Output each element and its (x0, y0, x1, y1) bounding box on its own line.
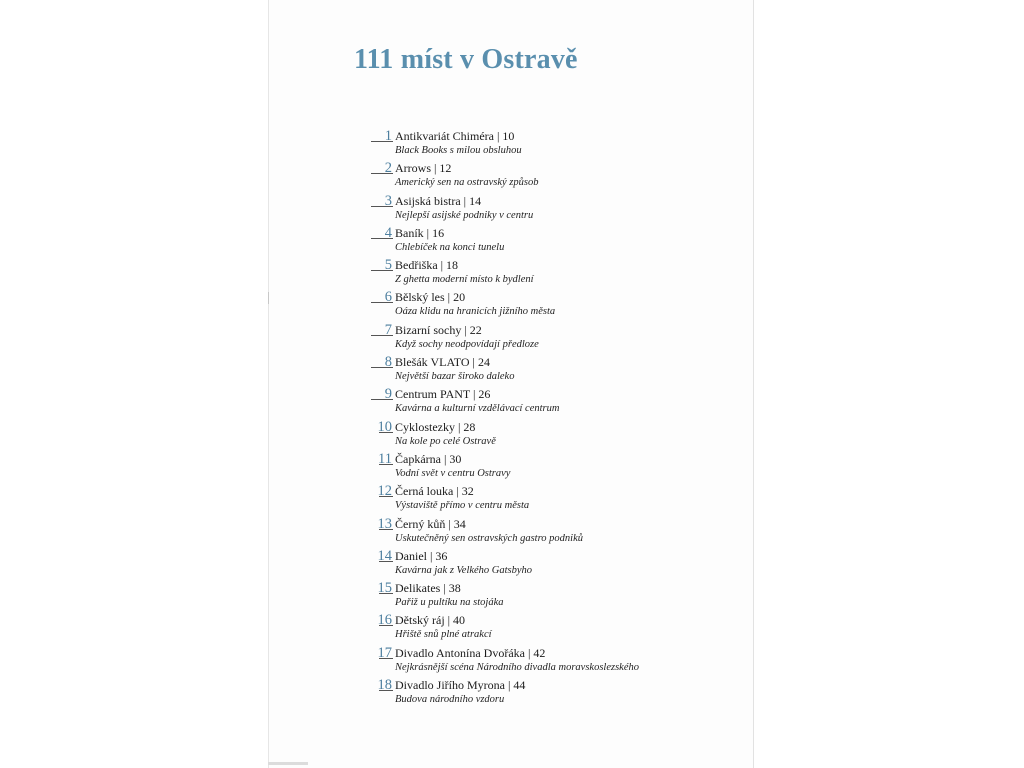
leader-line (371, 302, 393, 303)
entry-number: 7 (384, 321, 392, 338)
toc-entry (360, 160, 740, 192)
entry-title: Černý kůň | 34 (395, 516, 466, 531)
leader-line (379, 625, 393, 626)
toc-entry (360, 612, 740, 644)
leader-line (371, 399, 393, 400)
toc-entry (360, 548, 740, 580)
entry-subtitle: Black Books s milou obsluhou (395, 145, 522, 156)
entry-title: Delikates | 38 (395, 581, 461, 596)
leader-line (379, 561, 393, 562)
entry-title: Divadlo Jiřího Myrona | 44 (395, 678, 526, 693)
toc-entry (360, 322, 740, 354)
toc-entry (360, 645, 740, 677)
entry-title: Bizarní sochy | 22 (395, 322, 482, 337)
toc-entry (360, 580, 740, 612)
entry-subtitle: Kavárna a kulturní vzdělávací centrum (395, 403, 560, 415)
entry-title: Baník | 16 (395, 225, 445, 240)
entry-subtitle: Uskutečněný sen ostravských gastro podniků (395, 532, 583, 544)
entry-number: 10 (377, 418, 392, 435)
toc-entry (360, 516, 740, 548)
leader-line (379, 432, 393, 433)
entry-subtitle: Největší bazar široko daleko (395, 371, 515, 383)
entry-title: Čapkárna | 30 (395, 451, 462, 466)
entry-number: 13 (377, 515, 392, 532)
page-title: 111 míst v Ostravě (354, 44, 578, 75)
leader-line (379, 593, 393, 594)
toc-entry (360, 225, 740, 257)
gutter-mark (268, 292, 269, 304)
entry-title: Černá louka | 32 (395, 484, 474, 499)
leader-line (371, 335, 393, 336)
entry-title: Blešák VLATO | 24 (395, 355, 490, 370)
leader-line (379, 496, 393, 497)
entry-title: Divadlo Antonína Dvořáka | 42 (395, 645, 546, 660)
entry-title: Asijská bistra | 14 (395, 193, 482, 208)
entry-number: 11 (378, 450, 392, 467)
entry-subtitle: Kavárna jak z Velkého Gatsbyho (395, 564, 533, 576)
entry-number: 5 (384, 257, 392, 274)
entry-title: Bělský les | 20 (395, 290, 466, 305)
entry-number: 8 (384, 354, 392, 371)
entry-number: 18 (377, 677, 392, 694)
entry-subtitle: Chlebíček na konci tunelu (395, 241, 505, 253)
entry-title: Cyklostezky | 28 (395, 419, 476, 434)
table-of-contents (360, 128, 740, 709)
entry-subtitle: Oáza klidu na hranicích jižního města (395, 306, 556, 318)
leader-line (371, 141, 393, 142)
entry-title: Dětský ráj | 40 (395, 613, 466, 628)
entry-subtitle: Budova národního vzdoru (395, 694, 505, 706)
leader-line (371, 173, 393, 174)
leader-line (371, 206, 393, 207)
entry-number: 6 (384, 289, 392, 306)
scan-edge-mark (268, 762, 308, 765)
leader-line (379, 690, 393, 691)
entry-number: 2 (384, 160, 392, 177)
toc-entry (360, 289, 740, 321)
entry-number: 9 (384, 386, 392, 403)
entry-subtitle: Výstaviště přímo v centru města (395, 500, 530, 512)
leader-line (371, 367, 393, 368)
entry-subtitle: Na kole po celé Ostravě (395, 435, 496, 447)
entry-subtitle: Z ghetta moderní místo k bydlení (395, 274, 534, 286)
entry-title: Daniel | 36 (395, 548, 448, 563)
entry-title: Antikvariát Chiméra | 10 (395, 129, 515, 143)
entry-subtitle: Hřiště snů plné atrakcí (395, 629, 492, 641)
leader-line (379, 658, 393, 659)
entry-number: 3 (384, 192, 392, 209)
entry-title: Arrows | 12 (395, 161, 452, 176)
entry-number: 14 (377, 547, 392, 564)
entry-subtitle: Americký sen na ostravský způsob (395, 177, 539, 189)
toc-entry (360, 128, 740, 160)
toc-entry (360, 451, 740, 483)
entry-subtitle: Pařiž u pultíku na stojáka (395, 597, 504, 609)
leader-line (371, 238, 393, 239)
toc-entry (360, 193, 740, 225)
leader-line (379, 529, 393, 530)
entry-number: 4 (384, 224, 392, 241)
entry-title: Bedřiška | 18 (395, 258, 459, 273)
entry-subtitle: Nejkrásnější scéna Národního divadla moravskoslezského (395, 661, 639, 673)
toc-entry (360, 483, 740, 515)
entry-subtitle: Vodní svět v centru Ostravy (395, 467, 511, 479)
entry-subtitle: Když sochy neodpovídají předloze (395, 338, 539, 350)
leader-line (379, 464, 393, 465)
toc-entry (360, 257, 740, 289)
entry-number: 15 (377, 580, 392, 597)
entry-subtitle: Nejlepší asijské podniky v centru (395, 209, 534, 221)
entry-number: 12 (377, 483, 392, 500)
toc-entry (360, 419, 740, 451)
toc-entry (360, 677, 740, 709)
toc-entry (360, 354, 740, 386)
toc-entry (360, 386, 740, 418)
entry-number: 16 (377, 612, 392, 629)
entry-number: 1 (384, 128, 392, 144)
entry-title: Centrum PANT | 26 (395, 387, 491, 402)
leader-line (371, 270, 393, 271)
entry-number: 17 (377, 644, 392, 661)
